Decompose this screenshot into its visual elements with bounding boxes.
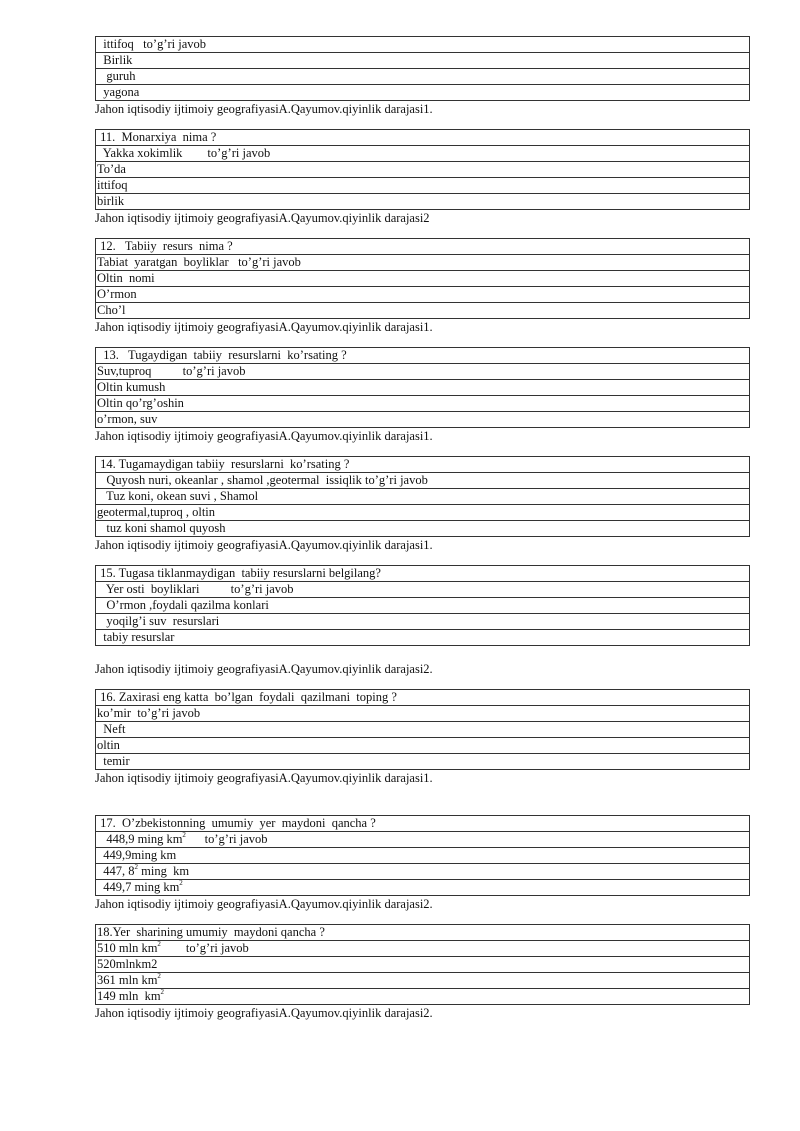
row-text: 361 mln km bbox=[97, 973, 158, 987]
answer-row bbox=[96, 706, 750, 722]
answer-cell: To’da bbox=[96, 162, 750, 178]
answer-row bbox=[96, 178, 750, 194]
answer-row bbox=[96, 489, 750, 505]
row-text: 520mlnkm2 bbox=[97, 957, 158, 971]
question-row bbox=[96, 816, 750, 832]
source-note: Jahon iqtisodiy ijtimoiy geografiyasiA.Qayumov.qiyinlik darajasi2. bbox=[95, 1006, 433, 1020]
answer-row bbox=[96, 989, 750, 1005]
question-text bbox=[96, 816, 750, 832]
question-block bbox=[95, 129, 750, 226]
question-block bbox=[95, 238, 750, 335]
answer-row bbox=[96, 614, 750, 630]
question-block bbox=[95, 924, 750, 1021]
question-row bbox=[96, 925, 750, 941]
answer-row bbox=[96, 162, 750, 178]
question-table bbox=[95, 924, 750, 1005]
question-row bbox=[96, 690, 750, 706]
question-table bbox=[95, 689, 750, 770]
answer-row bbox=[96, 194, 750, 210]
answer-row bbox=[96, 973, 750, 989]
question-block bbox=[95, 815, 750, 912]
question-text: 11. Monarxiya nima ? bbox=[96, 130, 750, 146]
answer-cell: ittifoq to’g’ri javob bbox=[96, 37, 750, 53]
question-block bbox=[95, 456, 750, 553]
question-block bbox=[95, 565, 750, 677]
question-block bbox=[95, 347, 750, 444]
answer-row bbox=[96, 722, 750, 738]
question-text: 13. Tugaydigan tabiiy resurslarni ko’rsating ? bbox=[96, 348, 750, 364]
question-text: 15. Tugasa tiklanmaydigan tabiiy resurslarni belgilang? bbox=[96, 566, 750, 582]
answer-cell bbox=[96, 989, 750, 1005]
row-tail: ming km bbox=[138, 864, 190, 878]
answer-row bbox=[96, 630, 750, 646]
superscript: 2 bbox=[160, 988, 165, 996]
answer-cell bbox=[96, 864, 750, 880]
answer-row bbox=[96, 287, 750, 303]
answer-row bbox=[96, 754, 750, 770]
answer-cell: ittifoq bbox=[96, 178, 750, 194]
question-table bbox=[95, 347, 750, 428]
question-block bbox=[95, 689, 750, 786]
answer-cell: O’rmon ,foydali qazilma konlari bbox=[96, 598, 750, 614]
answer-row bbox=[96, 53, 750, 69]
answer-cell bbox=[96, 957, 750, 973]
answer-cell: Tabiat yaratgan boyliklar to’g’ri javob bbox=[96, 255, 750, 271]
source-note: Jahon iqtisodiy ijtimoiy geografiyasiA.Qayumov.qiyinlik darajasi1. bbox=[95, 102, 433, 116]
row-text: 448,9 ming km bbox=[97, 832, 183, 846]
question-text bbox=[96, 925, 750, 941]
answer-cell: oltin bbox=[96, 738, 750, 754]
answer-cell: ko’mir to’g’ri javob bbox=[96, 706, 750, 722]
superscript: 2 bbox=[179, 879, 183, 887]
answer-cell: Oltin nomi bbox=[96, 271, 750, 287]
answer-row bbox=[96, 473, 750, 489]
row-tail: to’g’ri javob bbox=[185, 832, 268, 846]
answer-cell: Tuz koni, okean suvi , Shamol bbox=[96, 489, 750, 505]
question-block bbox=[95, 36, 750, 117]
question-table bbox=[95, 238, 750, 319]
answer-row bbox=[96, 255, 750, 271]
answer-cell: Quyosh nuri, okeanlar , shamol ,geotermal issiqlik to’g’ri javob bbox=[96, 473, 750, 489]
answer-row bbox=[96, 303, 750, 319]
answer-cell: Cho’l bbox=[96, 303, 750, 319]
question-text: 12. Tabiiy resurs nima ? bbox=[96, 239, 750, 255]
answer-cell: Oltin qo’rg’oshin bbox=[96, 396, 750, 412]
answer-cell: O’rmon bbox=[96, 287, 750, 303]
answer-cell bbox=[96, 848, 750, 864]
answer-cell: Yakka xokimlik to’g’ri javob bbox=[96, 146, 750, 162]
answer-row bbox=[96, 271, 750, 287]
answer-row bbox=[96, 941, 750, 957]
superscript: 2 bbox=[157, 972, 161, 980]
source-note: Jahon iqtisodiy ijtimoiy geografiyasiA.Qayumov.qiyinlik darajasi1. bbox=[95, 320, 433, 334]
answer-cell: yagona bbox=[96, 85, 750, 101]
answer-table bbox=[95, 36, 750, 101]
row-text: 149 mln km bbox=[97, 989, 161, 1003]
row-text: 449,9ming km bbox=[97, 848, 177, 862]
answer-cell: Neft bbox=[96, 722, 750, 738]
answer-row bbox=[96, 37, 750, 53]
question-table bbox=[95, 129, 750, 210]
question-text: 14. Tugamaydigan tabiiy resurslarni ko’rsating ? bbox=[96, 457, 750, 473]
answer-cell: tabiy resurslar bbox=[96, 630, 750, 646]
answer-row bbox=[96, 582, 750, 598]
answer-row bbox=[96, 598, 750, 614]
answer-row bbox=[96, 396, 750, 412]
document-page bbox=[95, 36, 750, 1021]
answer-cell: temir bbox=[96, 754, 750, 770]
source-note: Jahon iqtisodiy ijtimoiy geografiyasiA.Qayumov.qiyinlik darajasi2 bbox=[95, 211, 430, 225]
question-text: 16. Zaxirasi eng katta bo’lgan foydali qazilmani toping ? bbox=[96, 690, 750, 706]
answer-row bbox=[96, 880, 750, 896]
answer-row bbox=[96, 146, 750, 162]
answer-cell: yoqilg’i suv resurslari bbox=[96, 614, 750, 630]
question-table bbox=[95, 565, 750, 646]
question-row bbox=[96, 130, 750, 146]
answer-cell: tuz koni shamol quyosh bbox=[96, 521, 750, 537]
question-row bbox=[96, 348, 750, 364]
answer-row bbox=[96, 848, 750, 864]
answer-row bbox=[96, 69, 750, 85]
row-tail: to’g’ri javob bbox=[160, 941, 249, 955]
row-text: 447, 8 bbox=[97, 864, 135, 878]
answer-cell bbox=[96, 880, 750, 896]
row-text: 449,7 ming km bbox=[97, 880, 180, 894]
source-note: Jahon iqtisodiy ijtimoiy geografiyasiA.Qayumov.qiyinlik darajasi1. bbox=[95, 429, 433, 443]
answer-cell: Yer osti boyliklari to’g’ri javob bbox=[96, 582, 750, 598]
question-table bbox=[95, 815, 750, 896]
source-note: Jahon iqtisodiy ijtimoiy geografiyasiA.Qayumov.qiyinlik darajasi2. bbox=[95, 662, 433, 676]
answer-cell: geotermal,tuproq , oltin bbox=[96, 505, 750, 521]
answer-cell: Oltin kumush bbox=[96, 380, 750, 396]
superscript: 2 bbox=[157, 940, 161, 948]
answer-row bbox=[96, 380, 750, 396]
row-text: 510 mln km bbox=[97, 941, 158, 955]
answer-row bbox=[96, 832, 750, 848]
answer-cell: o’rmon, suv bbox=[96, 412, 750, 428]
source-note: Jahon iqtisodiy ijtimoiy geografiyasiA.Qayumov.qiyinlik darajasi1. bbox=[95, 771, 433, 785]
answer-row bbox=[96, 864, 750, 880]
answer-cell bbox=[96, 973, 750, 989]
source-note: Jahon iqtisodiy ijtimoiy geografiyasiA.Qayumov.qiyinlik darajasi2. bbox=[95, 897, 433, 911]
answer-cell: guruh bbox=[96, 69, 750, 85]
answer-row bbox=[96, 505, 750, 521]
answer-row bbox=[96, 85, 750, 101]
answer-cell bbox=[96, 832, 750, 848]
row-text: 17. O’zbekistonning umumiy yer maydoni qancha ? bbox=[97, 816, 376, 830]
answer-row bbox=[96, 738, 750, 754]
answer-cell: birlik bbox=[96, 194, 750, 210]
row-text: 18.Yer sharining umumiy maydoni qancha ? bbox=[97, 925, 325, 939]
answer-cell: Suv,tuproq to’g’ri javob bbox=[96, 364, 750, 380]
superscript: 2 bbox=[134, 863, 138, 871]
answer-row bbox=[96, 957, 750, 973]
question-row bbox=[96, 566, 750, 582]
answer-row bbox=[96, 412, 750, 428]
answer-row bbox=[96, 521, 750, 537]
question-row bbox=[96, 457, 750, 473]
answer-cell: Birlik bbox=[96, 53, 750, 69]
superscript: 2 bbox=[182, 831, 186, 839]
question-row bbox=[96, 239, 750, 255]
source-note: Jahon iqtisodiy ijtimoiy geografiyasiA.Qayumov.qiyinlik darajasi1. bbox=[95, 538, 433, 552]
answer-row bbox=[96, 364, 750, 380]
question-table bbox=[95, 456, 750, 537]
answer-cell bbox=[96, 941, 750, 957]
